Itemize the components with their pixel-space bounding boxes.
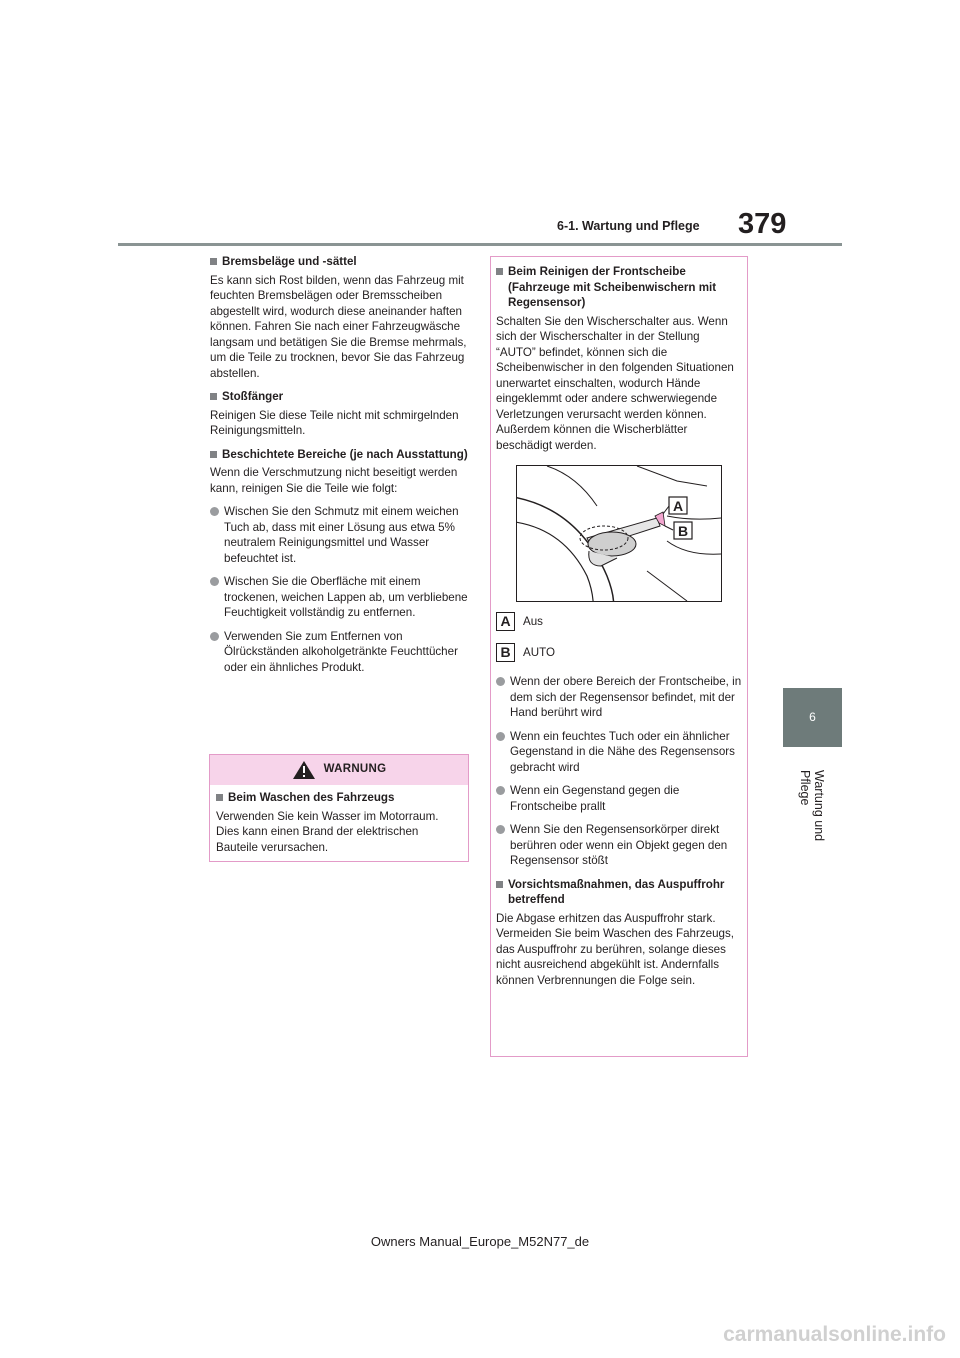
- square-bullet-icon: [496, 268, 503, 275]
- section-text: Schalten Sie den Wischerschalter aus. Wenn sich der Wischerschalter in der Stellung “AUTO” befindet, können sich die Scheibenwischer in den folgenden Situationen unerwartet einschalten, wodurch Hände eingeklemmt oder andere schwerwiegende Verletzungen verursacht werden können. Außerdem können die Wischerblätter beschädigt werden.: [496, 314, 734, 452]
- list-item: Wenn Sie den Regensensorkörper direkt berühren oder wenn ein Objekt gegen den Regensensor stößt: [496, 822, 742, 869]
- warning-body: [210, 785, 468, 855]
- section-heading: Vorsichtsmaßnahmen, das Auspuffrohr betreffend: [496, 877, 742, 908]
- round-bullet-icon: [496, 732, 505, 741]
- warning-title: Beim Waschen des Fahrzeugs: [216, 790, 462, 806]
- square-bullet-icon: [496, 881, 503, 888]
- round-bullet-icon: [496, 825, 505, 834]
- wiper-switch-figure: [516, 465, 722, 602]
- section-heading: Stoßfänger: [210, 389, 474, 405]
- header-rule: [118, 243, 842, 246]
- chapter-label: Wartung und Pflege: [798, 770, 826, 842]
- section-text: Es kann sich Rost bilden, wenn das Fahrzeug mit feuchten Bremsbelägen oder Bremsscheiben abgestellt wird, wodurch diese aneinander haften können. Fahren Sie nach einer Fahrzeugwäsche langsam und betätigen Sie die Bremse mehrmals, um die Teile zu trocknen, bevor Sie das Fahrzeug abstellen.: [210, 273, 467, 380]
- round-bullet-icon: [210, 632, 219, 641]
- warning-box: [209, 754, 469, 862]
- list-item: Wenn ein feuchtes Tuch oder ein ähnlicher Gegenstand in die Nähe des Regensensors gebracht wird: [496, 729, 742, 776]
- figure-label-b: B: [677, 523, 689, 539]
- warning-label: WARNUNG: [323, 763, 387, 776]
- list-item: Wenn der obere Bereich der Frontscheibe, in dem sich der Regensensor befindet, mit der Hand berührt wird: [496, 674, 742, 721]
- round-bullet-icon: [210, 577, 219, 586]
- legend-text: Aus: [523, 614, 543, 628]
- round-bullet-icon: [210, 507, 219, 516]
- page-number: 379: [738, 208, 787, 240]
- warning-triangle-icon: [292, 760, 316, 780]
- watermark: carmanualsonline.info: [723, 1323, 946, 1346]
- legend-item: [496, 612, 742, 631]
- square-bullet-icon: [210, 393, 217, 400]
- round-bullet-icon: [496, 677, 505, 686]
- legend-key: B: [496, 643, 515, 662]
- section-text: Die Abgase erhitzen das Auspuffrohr stark. Vermeiden Sie beim Waschen des Fahrzeugs, das Auspuffrohr zu berühren, solange dieses nicht ausreichend abgekühlt ist. Andernfalls können Verbrennungen die Folge sein.: [496, 911, 735, 987]
- section-heading: Beschichtete Bereiche (je nach Ausstattung): [210, 447, 474, 463]
- legend-item: [496, 643, 742, 662]
- chapter-tab: [783, 688, 842, 747]
- section-heading: Beim Reinigen der Frontscheibe (Fahrzeuge mit Scheibenwischern mit Regensensor): [496, 264, 742, 311]
- list-item: Wischen Sie die Oberfläche mit einem trockenen, weichen Lappen ab, um verbliebene Feuchtigkeit vollständig zu entfernen.: [210, 574, 474, 621]
- section-text: Reinigen Sie diese Teile nicht mit schmirgelnden Reinigungsmitteln.: [210, 408, 459, 437]
- round-bullet-icon: [496, 786, 505, 795]
- section-heading: Bremsbeläge und -sättel: [210, 254, 474, 270]
- square-bullet-icon: [210, 258, 217, 265]
- chapter-number: 6: [809, 710, 816, 724]
- square-bullet-icon: [210, 451, 217, 458]
- right-column-box: [490, 256, 748, 1057]
- list-item: Verwenden Sie zum Entfernen von Ölrückständen alkoholgetränkte Feuchttücher oder ein ähnliches Produkt.: [210, 629, 474, 676]
- square-bullet-icon: [216, 794, 223, 801]
- list-item: Wischen Sie den Schmutz mit einem weichen Tuch ab, dass mit einer Lösung aus etwa 5% neutralem Reinigungsmittel und Wasser befeuchtet ist.: [210, 504, 474, 566]
- list-item: Wenn ein Gegenstand gegen die Frontscheibe prallt: [496, 783, 742, 814]
- warning-text: Verwenden Sie kein Wasser im Motorraum. Dies kann einen Brand der elektrischen Bauteile verursachen.: [216, 809, 439, 854]
- legend-key: A: [496, 612, 515, 631]
- footer-text: Owners Manual_Europe_M52N77_de: [370, 1234, 590, 1249]
- section-text: Wenn die Verschmutzung nicht beseitigt werden kann, reinigen Sie die Teile wie folgt:: [210, 466, 458, 495]
- figure-label-a: A: [672, 498, 684, 514]
- section-header: 6-1. Wartung und Pflege: [557, 219, 700, 233]
- legend-text: AUTO: [523, 645, 555, 659]
- left-column: [210, 254, 474, 683]
- warning-header: [210, 755, 468, 785]
- wiper-switch-illustration: [517, 466, 721, 601]
